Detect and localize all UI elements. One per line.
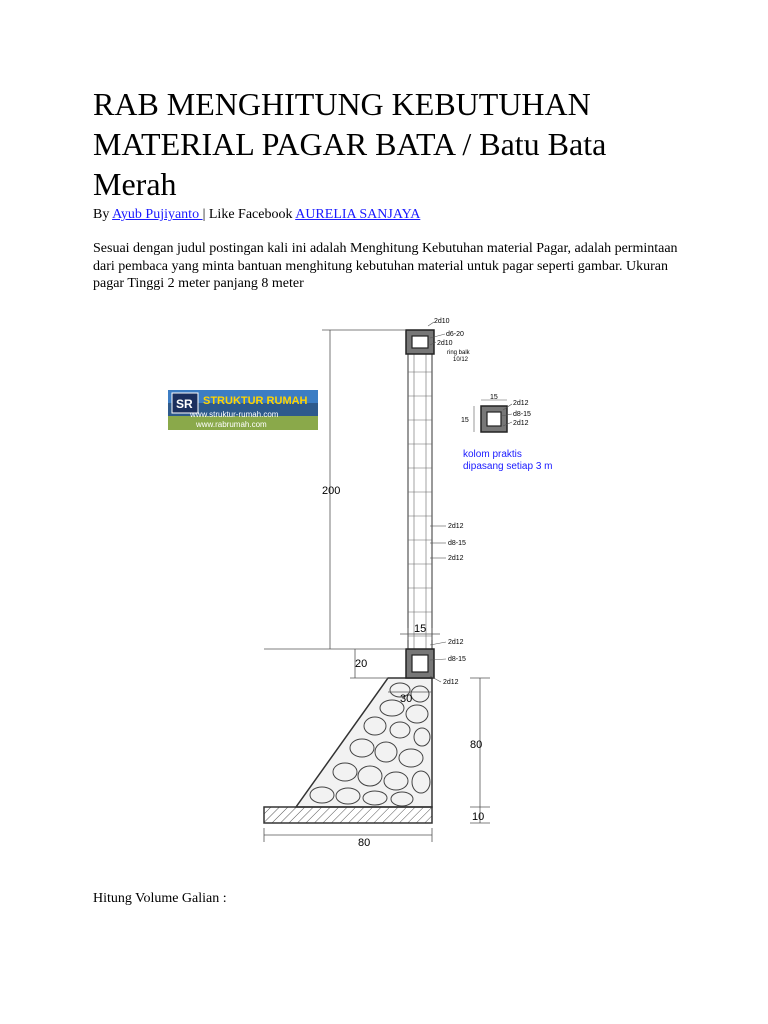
author-link[interactable]: Ayub Pujiyanto <box>112 207 203 222</box>
dim-footing-top: 30 <box>400 693 413 705</box>
ring-name-label: ring balk <box>447 350 470 356</box>
kolom-note-2: dipasang setiap 3 m <box>463 461 553 472</box>
ring-top-label: 2d10 <box>434 318 450 325</box>
kolom-praktis-detail <box>461 394 553 472</box>
svg-text:SR: SR <box>176 397 193 411</box>
byline <box>93 206 420 224</box>
logo-brand: STRUKTUR RUMAH <box>203 395 308 407</box>
column-stirrup-label: d8-15 <box>448 540 466 547</box>
kolom-top-label: 2d12 <box>513 400 529 407</box>
ring-size-label: 10/12 <box>453 357 469 363</box>
ring-balk <box>406 330 434 354</box>
column-top-label: 2d12 <box>448 523 464 530</box>
page-title: RAB MENGHITUNG KEBUTUHAN MATERIAL PAGAR BATA / Batu Bata Merah <box>93 86 607 202</box>
fence-section-diagram <box>160 300 600 860</box>
dim-wall-height: 200 <box>322 485 341 497</box>
dim-column-width: 15 <box>414 623 427 635</box>
dim-footing-height: 80 <box>470 739 483 751</box>
sloof <box>406 649 434 678</box>
kolom-dim-side: 15 <box>461 417 469 424</box>
sloof-stirrup-label: d8-15 <box>448 656 466 663</box>
kolom-dim-top: 15 <box>490 394 498 401</box>
column-bottom-label: 2d12 <box>448 555 464 562</box>
ring-bottom-label: 2d10 <box>437 340 453 347</box>
dim-sloof-height: 20 <box>355 658 368 670</box>
brick-wall <box>408 352 432 649</box>
footing-base <box>264 807 432 823</box>
kolom-bottom-label: 2d12 <box>513 420 529 427</box>
intro-paragraph: Sesuai dengan judul postingan kali ini adalah Menghitung Kebutuhan material Pagar, adalah permintaan dari pembaca yang minta bantuan menghitung kebutuhan material untuk pagar seperti gambar. Ukuran pagar Tinggi 2 meter panjang 8 meter <box>93 241 678 291</box>
kolom-note-1: kolom praktis <box>463 449 522 460</box>
dim-footing-base: 10 <box>472 811 485 823</box>
sloof-bottom-label: 2d12 <box>443 679 459 686</box>
logo-url-1: www.struktur-rumah.com <box>190 410 279 419</box>
section-heading: Hitung Volume Galian : <box>93 891 227 906</box>
dim-footing-width: 80 <box>358 837 371 849</box>
struktur-rumah-logo <box>168 390 318 430</box>
sloof-top-label: 2d12 <box>448 639 464 646</box>
byline-separator: | Like Facebook <box>202 207 296 222</box>
facebook-link[interactable]: AURELIA SANJAYA <box>295 207 421 222</box>
kolom-stirrup-label: d8-15 <box>513 411 531 418</box>
byline-prefix: By <box>93 207 113 222</box>
ring-stirrup-label: d6-20 <box>446 331 464 338</box>
logo-url-2: www.rabrumah.com <box>196 420 267 429</box>
